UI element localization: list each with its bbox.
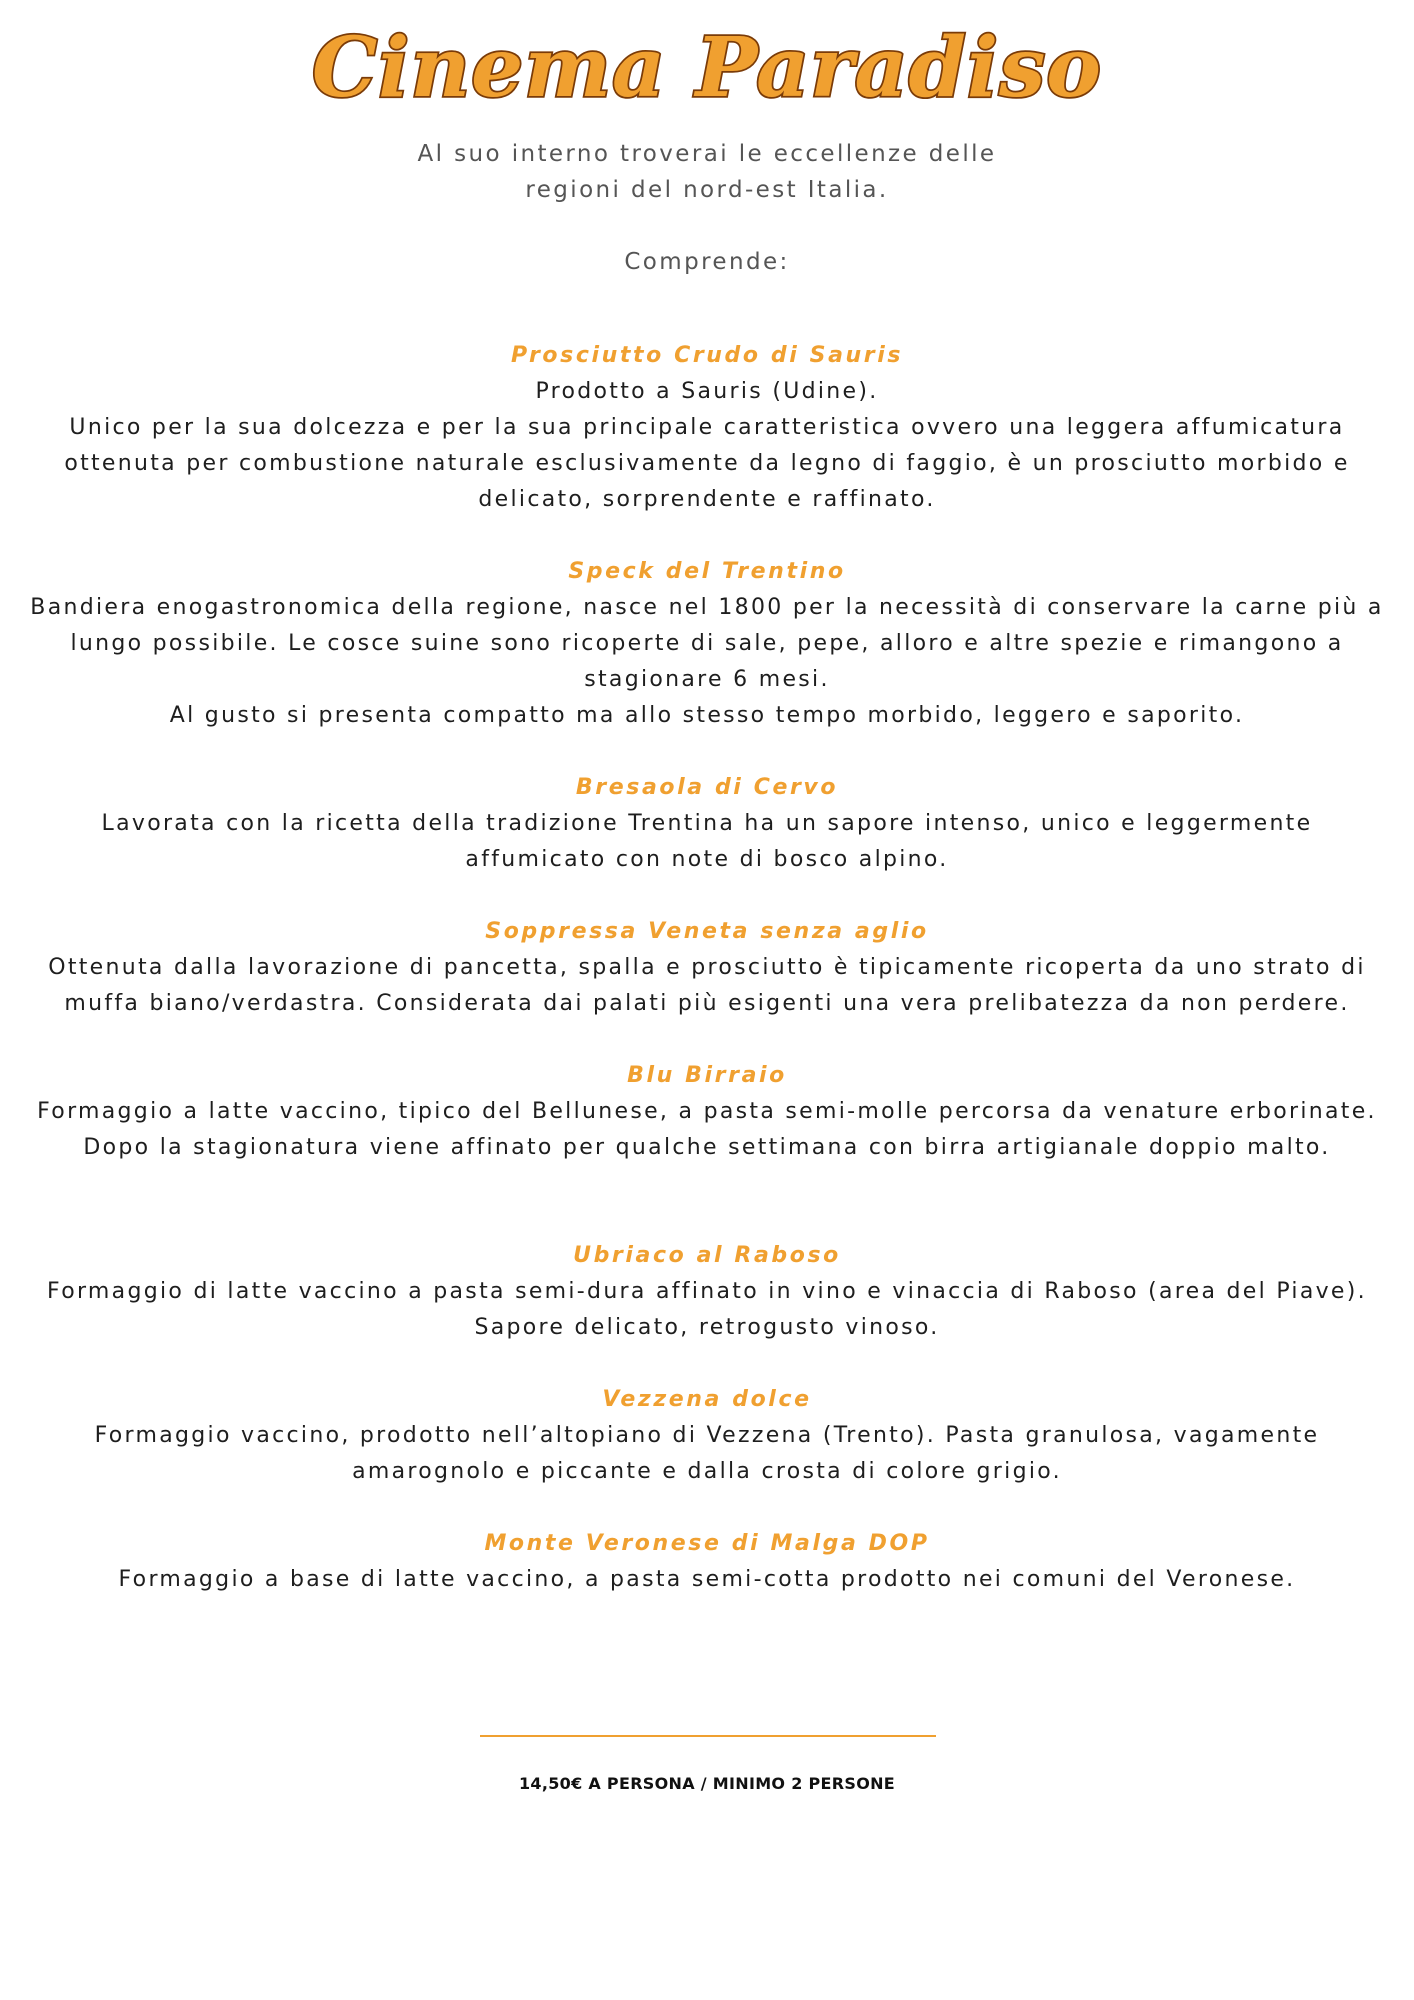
item-description: Lavorata con la ricetta della tradizione Trentina ha un sapore intenso, unico e leggermente affumicato con note di bosco alpino.: [101, 811, 1313, 872]
page-title: Cinema Paradiso: [312, 20, 1102, 116]
item-name: Speck del Trentino: [568, 559, 846, 584]
list-item: [30, 1238, 1384, 1346]
title-logo: [0, 14, 1414, 124]
list-item: [30, 770, 1384, 878]
item-description: Ottenuta dalla lavorazione di pancetta, spalla e prosciutto è tipicamente ricoperta da uno strato di muffa biano/verdastra. Considerata dai palati più esigenti una vera prelibatezza da non perdere.: [48, 955, 1366, 1016]
list-item: [30, 554, 1384, 734]
item-description: Formaggio vaccino, prodotto nell’altopiano di Vezzena (Trento). Pasta granulosa, vagamente amarognolo e piccante e dalla crosta di colore grigio.: [94, 1423, 1320, 1484]
item-name: Ubriaco al Raboso: [573, 1243, 841, 1268]
item-name: Blu Birraio: [627, 1063, 787, 1088]
item-name: Prosciutto Crudo di Sauris: [510, 343, 904, 368]
intro-line-1: Al suo interno troverai le eccellenze delle: [417, 141, 997, 167]
list-item: [30, 338, 1384, 518]
list-item: [30, 1526, 1384, 1598]
list-item: [30, 1058, 1384, 1166]
list-item: [30, 1382, 1384, 1490]
item-name: Vezzena dolce: [602, 1387, 812, 1412]
product-list: [30, 338, 1384, 1634]
item-name: Monte Veronese di Malga DOP: [484, 1531, 930, 1556]
comprende-label: Comprende:: [624, 249, 790, 275]
intro-line-2: regioni del nord-est Italia.: [525, 177, 889, 203]
item-description: Formaggio a latte vaccino, tipico del Bellunese, a pasta semi-molle percorsa da venature erborinate. Dopo la stagionatura viene affinato per qualche settimana con birra artigianale doppio malto.: [37, 1099, 1377, 1160]
item-name: Bresaola di Cervo: [575, 775, 839, 800]
item-description: Formaggio di latte vaccino a pasta semi-dura affinato in vino e vinaccia di Raboso (area del Piave). Sapore delicato, retrogusto vinoso.: [47, 1279, 1367, 1340]
item-description: Formaggio a base di latte vaccino, a pasta semi-cotta prodotto nei comuni del Veronese.: [118, 1567, 1296, 1592]
item-description: Prodotto a Sauris (Udine). Unico per la sua dolcezza e per la sua principale caratteristica ovvero una leggera affumicatura ottenuta per combustione naturale esclusivamente da legno di faggio, è un prosciutto morbido e delicato, sorprendente e raffinato.: [64, 379, 1350, 512]
list-item: [30, 914, 1384, 1022]
intro-block: [0, 136, 1414, 280]
item-name: Soppressa Veneta senza aglio: [485, 919, 929, 944]
divider-line: [480, 1735, 936, 1737]
title-logo-graphic: [0, 14, 1414, 124]
price-label: 14,50€ A PERSONA / MINIMO 2 PERSONE: [518, 1774, 896, 1793]
item-description: Bandiera enogastronomica della regione, nasce nel 1800 per la necessità di conservare la carne più a lungo possibile. Le cosce suine sono ricoperte di sale, pepe, alloro e altre spezie e rimangono a stagionare 6 mesi. Al gusto si presenta compatto ma allo stesso tempo morbido, leggero e saporito.: [30, 595, 1384, 728]
